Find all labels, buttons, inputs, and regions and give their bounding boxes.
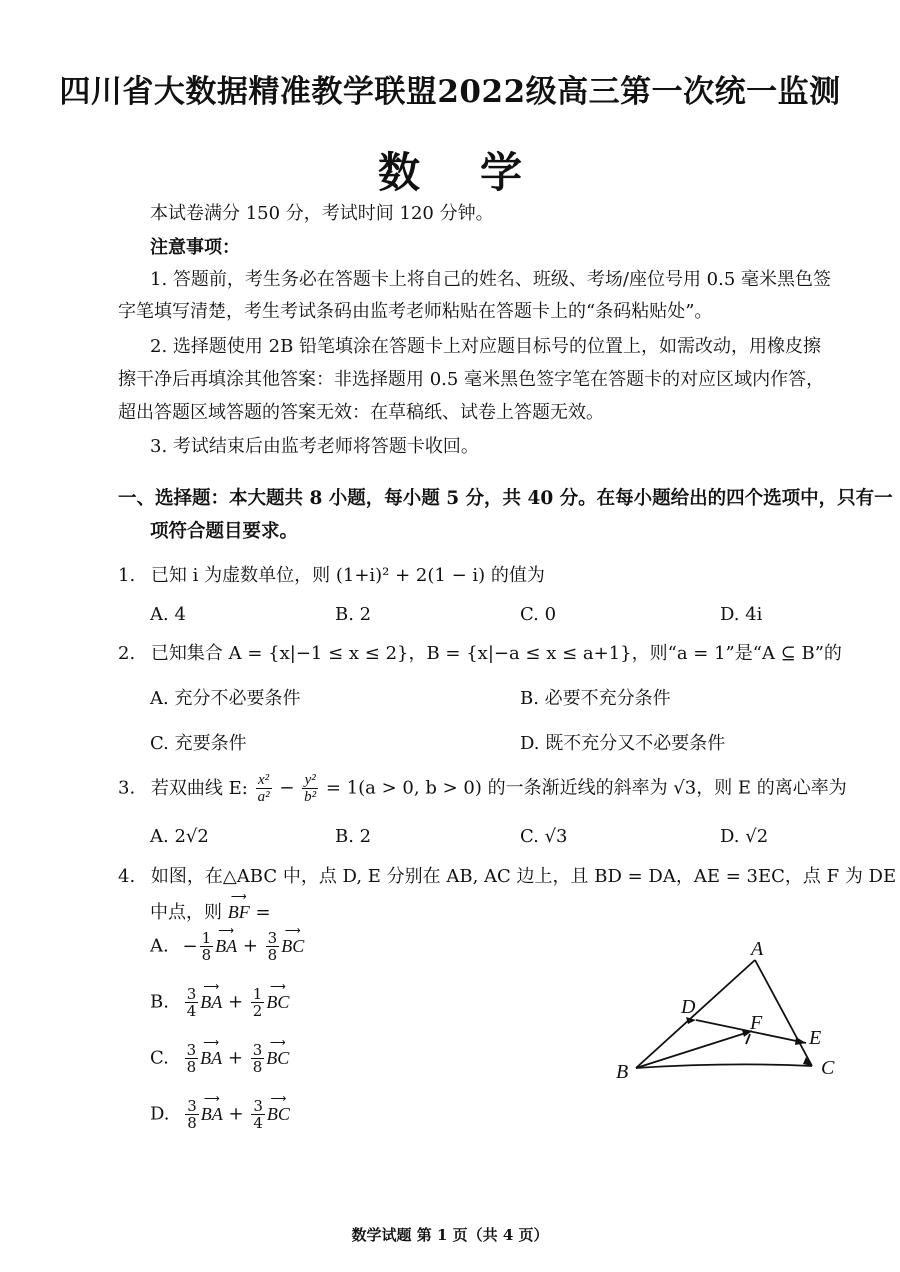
fraction-denominator: 2 [252,1002,263,1020]
q2-option-a: A. 充分不必要条件 [150,688,301,709]
segment-bc [636,1064,812,1068]
q2-option-c: C. 充要条件 [150,733,247,754]
coefficient-2 [251,1098,265,1131]
note-2-line-2: 擦干净后再填涂其他答案：非选择题用 0.5 毫米黑色签字笔在答题卡的对应区域内作答， [118,369,825,390]
fraction-denominator: 8 [187,1114,197,1132]
fraction-denominator: 8 [267,946,278,964]
page-footer: 数学试题 第 1 页（共 4 页） [351,1226,549,1244]
fraction-denominator: 4 [253,1114,263,1132]
option-label: B. [150,991,169,1013]
equals-sign: = [255,902,271,923]
question-2 [118,639,842,665]
plus-sign: + [227,1047,243,1069]
coefficient-2 [266,930,280,963]
label-d: D [681,996,696,1018]
plus-sign: + [228,1103,244,1125]
fraction-numerator: x² [256,772,272,789]
coefficient-1 [200,930,214,963]
notes-heading: 注意事项： [150,237,240,258]
q2-option-d: D. 既不充分又不必要条件 [520,733,726,754]
q1-option-c: C. 0 [520,604,557,625]
fraction-x2-a2 [256,772,272,805]
q1-option-d: D. 4i [720,604,763,625]
vector-ba: ⟶ BA [215,936,237,957]
note-3: 3. 考试结束后由监考老师将答题卡收回。 [150,436,479,457]
coefficient-2 [251,1042,265,1075]
option-label: D. [150,1103,170,1125]
coefficient-2 [251,986,265,1019]
fraction-numerator: 3 [267,929,278,947]
midpoint-tick [746,1034,750,1044]
question-text: 已知集合 A = {x|−1 ≤ x ≤ 2}，B = {x|−a ≤ x ≤ a+1}，则“a = 1”是“A ⊆ B”的 [150,643,842,664]
triangle-lines [636,960,812,1068]
section-1-heading-line-1: 一、选择题：本大题共 8 小题，每小题 5 分，共 40 分。在每小题给出的四个选项中，只有一 [118,488,893,509]
vector-bc: ⟶ BC [266,1048,289,1069]
arrowhead-e [795,1037,806,1045]
plus-sign: + [227,991,244,1013]
note-2-line-3: 超出答题区域答题的答案无效：在草稿纸、试卷上答题无效。 [118,402,604,423]
q4-option-c [150,1042,289,1075]
question-text: 中点，则 [150,902,222,923]
question-text-pre: 若双曲线 E: [150,777,248,799]
minus-sign: − [279,777,295,799]
fraction-numerator: y² [302,772,318,789]
vector-bc: ⟶ BC [267,1104,290,1125]
coefficient-1 [185,1098,199,1131]
vector-ba: ⟶ BA [201,1104,223,1125]
question-4-line-1 [118,862,896,888]
question-text-post: = 1(a > 0, b > 0) 的一条渐近线的斜率为 √3，则 E 的离心率为 [325,777,847,799]
vector-ba: ⟶ BA [200,992,222,1013]
fraction-numerator: 1 [252,985,263,1003]
q3-option-c: C. √3 [520,826,568,847]
label-b: B [616,1061,629,1083]
question-4-line-2 [150,898,271,924]
fraction-numerator: 3 [253,1097,263,1115]
option-label: C. [150,1047,169,1069]
segment-ac [755,960,812,1066]
vector-ba: ⟶ BA [200,1048,222,1069]
plus-sign: + [242,935,258,957]
subject-title: 数学 [377,148,582,197]
exam-title: 四川省大数据精准教学联盟2022级高三第一次统一监测 [59,74,841,110]
fraction-numerator: 1 [201,929,212,947]
vector-bc: ⟶ BC [266,992,289,1013]
vector-bc: ⟶ BC [281,936,304,957]
q4-option-d [150,1098,290,1131]
q4-option-a [150,930,304,963]
q1-option-a: A. 4 [150,604,186,625]
vector-bf: ⟶ BF [228,902,250,923]
arrowheads [686,1017,812,1066]
fraction-denominator: b² [304,789,317,805]
question-text: 已知 i 为虚数单位，则 (1+i)² + 2(1 − i) 的值为 [150,565,545,586]
label-e: E [809,1027,822,1049]
fraction-denominator: 8 [201,946,212,964]
segment-ab [636,960,755,1068]
note-1-line-2: 字笔填写清楚，考生考试条码由监考老师粘贴在答题卡上的“条码粘贴处”。 [118,301,713,322]
fraction-denominator: 8 [186,1058,197,1076]
q3-option-a: A. 2√2 [150,826,209,847]
question-text: 如图，在△ABC 中，点 D, E 分别在 AB, AC 边上，且 BD = DA，AE = 3EC，点 F 为 DE [150,866,897,887]
fraction-numerator: 3 [186,1041,197,1059]
label-c: C [821,1057,835,1079]
coefficient-1 [185,1042,199,1075]
q4-option-b [150,986,289,1019]
question-number: 1. [118,565,136,586]
segment-bf [636,1031,752,1068]
note-2-line-1: 2. 选择题使用 2B 铅笔填涂在答题卡上对应题目标号的位置上，如需改动，用橡皮擦 [150,336,822,357]
q2-option-b: B. 必要不充分条件 [520,688,671,709]
intro-line: 本试卷满分 150 分，考试时间 120 分钟。 [150,203,494,224]
fraction-numerator: 3 [186,985,197,1003]
triangle-abc-figure [600,938,860,1088]
section-1-heading-line-2: 项符合题目要求。 [150,521,299,542]
q3-option-b: B. 2 [335,826,372,847]
fraction-numerator: 3 [252,1041,263,1059]
fraction-numerator: 3 [187,1097,197,1115]
note-1-line-1: 1. 答题前，考生务必在答题卡上将自己的姓名、班级、考场/座位号用 0.5 毫米黑色签 [150,269,832,290]
fraction-y2-b2 [302,772,318,805]
fraction-denominator: a² [257,789,270,805]
question-1 [118,561,545,587]
q1-option-b: B. 2 [335,604,372,625]
question-number: 3. [118,777,136,799]
fraction-denominator: 8 [252,1058,263,1076]
question-3 [118,772,847,805]
option-label: A. [150,935,169,957]
fraction-denominator: 4 [186,1002,197,1020]
sign: − [182,935,198,957]
question-number: 2. [118,643,136,664]
coefficient-1 [185,986,199,1019]
label-a: A [751,938,764,960]
label-f: F [750,1012,763,1034]
question-number: 4. [118,866,136,887]
q3-option-d: D. √2 [720,826,769,847]
